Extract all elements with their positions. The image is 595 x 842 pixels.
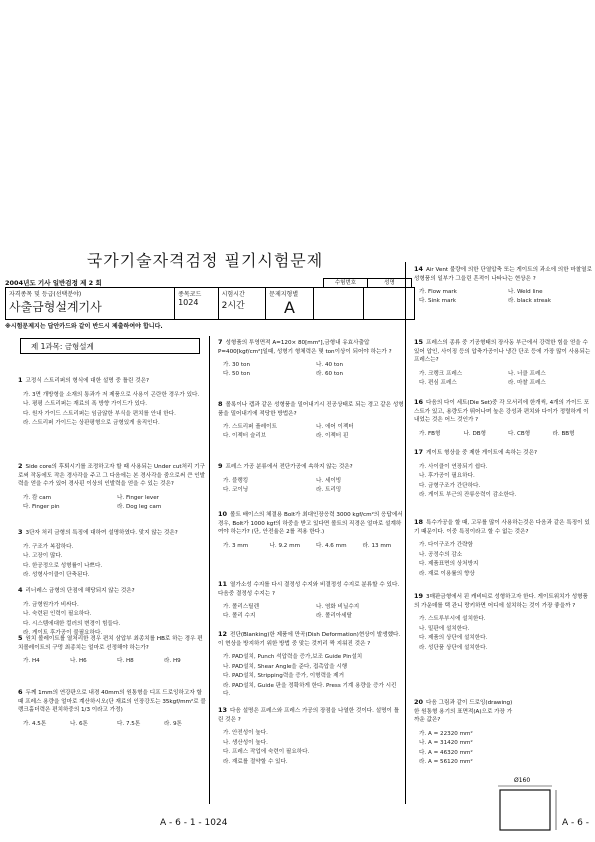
question-number: 17 xyxy=(414,448,424,456)
option-13-3: 다. 프레스 작업에 숙련이 필요하다. xyxy=(223,749,310,755)
option-12-3: 다. PAD설치, Stripping력을 증가, 이형력을 제거 xyxy=(223,673,344,679)
option-18-2: 나. 공정수의 감소 xyxy=(419,551,463,558)
option-20-1: 가. A = 22320 mm² xyxy=(419,730,473,737)
option-10-4: 라. 13 mm xyxy=(362,542,392,549)
option-12-2: 나. PAD설치, Shear Angle을 준다, 접촉압을 시행 xyxy=(223,663,348,670)
option-19-1: 가. 스트루부시에 설치한다. xyxy=(419,616,486,622)
option-12-4: 라. PAD설치, Guide 판을 정확하게 한다. Press 기계 용량을 증가 시킨다. xyxy=(223,682,397,697)
question-text: 프레스의 종류 중 기공형태의 장사동 부근에서 강력한 힘을 얻을 수 있어 압인, 사이징 등의 압축가공이나 냉간 단조 등에 가장 많이 사용되는 프레스는? xyxy=(414,340,591,363)
option-2-1: 가. 캄 cam xyxy=(23,494,52,501)
question-1 xyxy=(18,376,206,386)
option-11-3: 다. 폴리 수지 xyxy=(223,613,256,619)
option-16-1: 가. FB형 xyxy=(419,430,441,437)
question-text: 게이트 형상을 중 제한 게이트에 속하는 것은? xyxy=(426,450,537,456)
time-cell xyxy=(218,288,266,320)
page-title: 국가기술자격검정 필기시험문제 xyxy=(86,251,324,270)
subject-value: 사출금형설계기사 xyxy=(9,300,102,314)
column-divider xyxy=(405,262,406,804)
option-2-4: 라. Dog leg cam xyxy=(117,503,162,510)
option-1-1: 가. 3면 개방형을 소재의 통과가 저 제품으로 사용이 곤란한 경우가 있다. xyxy=(23,391,200,398)
question-text: 다음의 다이 세트(Die Set)중 각 모서리에 한개씩, 4개의 가이드 포스트가 있고, 용량도가 뛰어나며 높은 강성과 편치와 다이가 정렬하게 이내었는 것은 어느 것인가 ? xyxy=(414,400,590,423)
option-5-3: 다. H8 xyxy=(117,658,134,664)
option-7-4: 라. 60 ton xyxy=(316,371,344,377)
question-20 xyxy=(414,698,514,725)
question-text: 특수가공을 할 때, 고무를 많이 사용하는것은 다음과 같은 특징이 있기 때문이다. 이중 특징이라고 할 수 없는 것은? xyxy=(414,520,590,535)
question-number: 9 xyxy=(218,462,223,470)
question-7 xyxy=(218,338,404,356)
question-number: 20 xyxy=(414,698,424,706)
cylinder-diagram xyxy=(490,772,562,836)
option-12-1: 가. PAD설치, Punch 석압력을 증가,보조 Guide Pin설치 xyxy=(223,654,363,660)
question-number: 7 xyxy=(218,338,223,346)
name-box[interactable] xyxy=(364,288,415,320)
option-4-4: 라. 게이트 후가공이 불필요하다. xyxy=(23,630,103,636)
question-number: 5 xyxy=(18,634,23,642)
question-text: 프레스 가공 분류에서 전단가공에 속하지 않는 것은? xyxy=(225,464,353,470)
option-10-1: 가. 3 mm xyxy=(223,542,249,549)
option-7-3: 다. 50 ton xyxy=(223,371,251,377)
column-divider xyxy=(209,336,210,804)
option-14-1: 가. Flow mark xyxy=(419,289,457,295)
time-value: 2시간 xyxy=(221,301,245,311)
option-10-2: 나. 9.2 mm xyxy=(269,542,301,549)
option-7-1: 가. 30 ton xyxy=(223,362,251,368)
option-18-4: 라. 재료 이용률의 향상 xyxy=(419,570,475,577)
question-number: 19 xyxy=(414,592,424,600)
question-9 xyxy=(218,462,404,472)
question-text: 열가소성 수지를 다시 결정성 수지와 비결정성 수지로 분류할 수 있다. 다음중 결정성 수지는 ? xyxy=(218,582,400,597)
question-text: 전단(Blanking)한 제품에 만곡(Dish Deformation)현상이 발생했다. 이 현상을 방지하기 위한 방법 중 맞는 것끼리 짝 지워진 것은 ? xyxy=(218,632,401,647)
question-text: 3매판금형에서 핀 캐비티로 성형하고자 한다. 게이트위치가 성형품의 가운데를 택 관니 랑키하면 어디에 설치하는 것이 가장 좋을까 ? xyxy=(414,594,588,609)
footer-left: A - 6 - 1 - 1024 xyxy=(160,818,228,828)
code-value: 1024 xyxy=(178,298,199,307)
option-19-4: 라. 성단품 상단에 설치한다. xyxy=(419,644,488,651)
question-12 xyxy=(218,630,404,648)
option-13-4: 라. 재료를 절약할 수 있다. xyxy=(223,758,288,765)
option-10-3: 다. 4.6 mm xyxy=(316,542,347,549)
exam-header-table xyxy=(5,287,415,320)
option-6-1: 가. 4.5톤 xyxy=(23,720,47,727)
type-label: 문제지형별 xyxy=(269,291,299,298)
question-text: 두께 1mm의 연강판으로 내경 40mm의 원통형을 디프 드로잉하고자 할때 프레스 용량을 얼마로 계산하시오(단 재료의 인장강도는 35kgf/mm²로 블랭크홀더력은 편치하중의 1/3 이라고 가정) xyxy=(18,690,206,713)
option-5-4: 라. H9 xyxy=(164,658,181,664)
option-3-2: 나. 고장이 많다. xyxy=(23,553,63,559)
question-6 xyxy=(18,688,206,715)
question-number: 16 xyxy=(414,398,424,406)
question-13 xyxy=(218,706,404,724)
question-4 xyxy=(18,586,206,596)
option-17-3: 다. 금형구조가 간단하다. xyxy=(419,482,481,489)
question-17 xyxy=(414,448,592,458)
question-14 xyxy=(414,265,592,283)
question-text: 볼트 배이스의 체결용 Bolt가 최대인장응력 3000 kgf/cm²의 응답에서 경우, Bolt가 1000 kgf의 하중을 받고 있다면 볼트의 직경은 얼마로 설계하여야 하는가? (단, 안전율은 2를 적용 한다.) xyxy=(218,512,403,535)
option-9-1: 가. 블랭킹 xyxy=(223,477,249,484)
option-9-3: 다. 코이닝 xyxy=(223,486,249,493)
option-11-1: 가. 폴리스틸렌 xyxy=(223,604,259,610)
question-text: Air Vent 불량에 의한 단열압축 또는 게이트의 과소에 의한 마찰열로 성형품의 일부가 그을린 흔적이 나타나는 현상은 ? xyxy=(414,267,592,282)
time-label: 시험시간 xyxy=(221,291,245,298)
option-11-4: 라. 폴리아세탈 xyxy=(316,613,352,619)
type-value: A xyxy=(283,298,295,317)
question-16 xyxy=(414,398,592,425)
option-4-2: 나. 숙련된 인력이 필요하다. xyxy=(23,611,92,617)
option-17-2: 나. 후가공이 필요하다. xyxy=(419,473,475,479)
option-6-2: 나. 6톤 xyxy=(70,720,88,727)
subject-heading: 제 1과목: 금형설계 xyxy=(20,338,200,354)
option-11-2: 나. 염화 비닐수지 xyxy=(316,604,360,610)
code-cell xyxy=(175,288,219,320)
question-11 xyxy=(218,580,404,598)
option-8-1: 가. 스트리퍼 플레이트 xyxy=(223,424,277,430)
option-20-3: 다. A = 46320 mm² xyxy=(419,749,473,756)
option-15-2: 나. 너클 프레스 xyxy=(508,370,546,377)
option-18-1: 가. 다이구조가 간략함 xyxy=(419,542,473,548)
option-4-1: 가. 금형원가가 비싸다. xyxy=(23,601,79,608)
exam-no-label: 수험번호 xyxy=(323,278,368,288)
question-19 xyxy=(414,592,592,610)
option-1-3: 다. 원자 가이드 스트리퍼는 임금않한 부식을 편치를 안내 한다. xyxy=(23,410,176,417)
option-14-4: 라. black streak xyxy=(508,298,551,304)
question-18 xyxy=(414,518,592,536)
question-number: 12 xyxy=(218,630,228,638)
code-label: 종목코드 xyxy=(178,291,202,298)
option-19-2: 나. 밑판에 설치한다. xyxy=(419,625,470,632)
question-number: 6 xyxy=(18,688,23,696)
option-16-4: 라. BB형 xyxy=(552,430,575,437)
option-8-2: 나. 에어 이젝터 xyxy=(316,424,354,430)
question-number: 10 xyxy=(218,510,228,518)
question-text: 다음 설명은 프레스와 프레스 가공의 장점을 나열한 것이다. 설명이 틀린 것은 ? xyxy=(218,708,400,723)
question-number: 14 xyxy=(414,265,424,273)
question-number: 1 xyxy=(18,376,23,384)
option-2-3: 다. Finger pin xyxy=(23,503,60,510)
option-7-2: 나. 40 ton xyxy=(316,362,344,368)
option-15-3: 다. 편심 프레스 xyxy=(419,379,457,386)
footer-right: A - 6 - xyxy=(562,818,589,828)
option-13-2: 나. 생산성이 높다. xyxy=(223,739,268,746)
option-5-1: 가. H4 xyxy=(23,658,40,664)
option-8-3: 다. 이젝터 슬리브 xyxy=(223,433,267,439)
question-text: Side core의 후퇴시기를 조정하고자 할 때 사용되는 Under cut처리 기구로써 작동에도 작은 경사각을 주고 그 다음에는 본 경사각을 줌으로써 큰 인발력을 얻을 수가 있어 경사핀 이상의 인발력을 얻을 수 있는 것은? xyxy=(18,464,206,487)
question-text: 3단자 처리 금형의 특징에 대하여 설명하였다. 맞지 않는 것은? xyxy=(25,530,178,536)
option-6-4: 라. 9톤 xyxy=(164,720,182,727)
question-text: 고정식 스트리퍼의 형식에 대한 설명 중 틀린 것은? xyxy=(25,378,150,384)
option-19-3: 다. 제품의 상단에 설치한다. xyxy=(419,635,488,641)
notice-text: ※시험문제지는 답안카드와 같이 반드시 제출하여야 합니다. xyxy=(5,323,163,330)
option-14-2: 나. Weld line xyxy=(508,289,543,295)
name-label: 성명 xyxy=(367,278,412,288)
question-number: 18 xyxy=(414,518,424,526)
option-3-4: 라. 성형사이클이 단축된다. xyxy=(23,572,90,578)
question-2 xyxy=(18,462,206,489)
option-5-2: 나. H6 xyxy=(70,658,87,664)
option-14-3: 다. Sink mark xyxy=(419,298,457,304)
option-3-1: 가. 구조가 복잡하다. xyxy=(23,543,74,550)
option-4-3: 다. 시스템에대한 컬러의 변경이 힘들다. xyxy=(23,620,121,627)
option-15-4: 라. 마찰 프레스 xyxy=(508,379,546,386)
question-15 xyxy=(414,338,592,365)
question-text: 성형품의 투영면적 A=120× 80[mm²],금형내 유효사출압 P=400[kgf/cm²]일때, 성형기 형체력은 몇 ton이상이 되어야 하는가 ? xyxy=(218,340,392,355)
subject-cell xyxy=(6,288,175,320)
exam-year: 2004년도 기사 일반검정 제 2 회 xyxy=(5,279,102,287)
type-cell xyxy=(266,288,314,320)
option-18-3: 다. 제품표면의 상처방지 xyxy=(419,561,479,567)
option-17-1: 가. 사이클이 연장되기 쉽다. xyxy=(419,463,488,470)
question-text: 리너레스 금형의 단점에 해당되지 않는 것은? xyxy=(25,588,135,594)
option-6-3: 다. 7.5톤 xyxy=(117,720,141,727)
option-1-4: 라. 스트리퍼 가이드는 상판평형으로 금형있게 움직인다. xyxy=(23,420,160,426)
option-16-2: 나. DB형 xyxy=(463,430,487,437)
question-text: 원치 볼레이트를 열처리한 경우 편치 삼압부 최종치를 HB로 하는 경우 편치볼레이트의 구멍 최종치는 얼마로 선정해야 하는가? xyxy=(18,636,203,651)
question-number: 11 xyxy=(218,580,228,588)
question-text: 다음 그림과 같이 드로잉(drawing)한 원통형 용기의 표면적(A)으로 가장 가까운 값은? xyxy=(414,700,513,723)
question-number: 15 xyxy=(414,338,424,346)
option-3-3: 다. 한공정으로 성형률이 나쁘다. xyxy=(23,562,103,569)
option-9-4: 라. 트리밍 xyxy=(316,486,342,493)
subject-label: 자격종목 및 등급(선택분야) xyxy=(9,291,82,298)
exam-no-box[interactable] xyxy=(313,288,364,320)
diameter-label: Ø160 xyxy=(514,777,531,784)
question-number: 3 xyxy=(18,528,23,536)
question-text: 볼록이나 캡과 같은 성형품을 밀어내기시 진공상태로 되는 경고 같은 성형품을 밀어내기에 적당한 방법은? xyxy=(218,402,404,417)
option-20-2: 나. A = 31420 mm² xyxy=(419,740,473,746)
option-13-1: 가. 안전성이 높다. xyxy=(223,730,268,736)
question-8 xyxy=(218,400,404,418)
question-number: 13 xyxy=(218,706,228,714)
option-17-4: 라. 게이트 부근의 잔류응력이 감소한다. xyxy=(419,492,517,498)
question-number: 8 xyxy=(218,400,223,408)
option-15-1: 가. 크랭크 프레스 xyxy=(419,370,463,377)
question-3 xyxy=(18,528,206,538)
question-5 xyxy=(18,634,206,652)
question-number: 4 xyxy=(18,586,23,594)
option-1-2: 나. 평평 스트리퍼는 재료의 폭 방향 가이드가 있다. xyxy=(23,401,148,407)
question-number: 2 xyxy=(18,462,23,470)
option-20-4: 라. A = 56120 mm² xyxy=(419,759,473,765)
option-2-2: 나. Finger lever xyxy=(117,494,159,501)
option-16-3: 다. CB형 xyxy=(508,430,531,437)
option-8-4: 라. 이젝터 핀 xyxy=(316,433,349,439)
option-9-2: 나. 세이빙 xyxy=(316,477,342,484)
question-10 xyxy=(218,510,404,537)
